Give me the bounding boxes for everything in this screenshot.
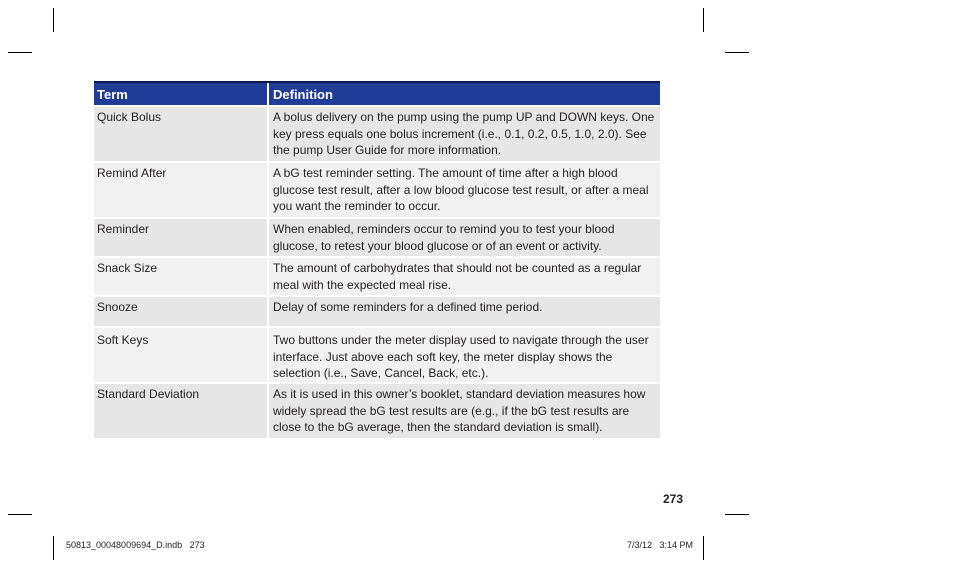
definition-cell: Two buttons under the meter display used to navigate through the user interface. Just above each soft key, the meter display shows the selection (i.e., Save, Cancel, Back, etc.). <box>269 328 660 382</box>
definition-cell: When enabled, reminders occur to remind you to test your blood glucose, to retest your blood glucose or of an event or activity. <box>269 219 660 256</box>
crop-mark-bottom-right-h <box>725 514 749 515</box>
table-row <box>94 219 660 256</box>
definition-cell: Delay of some reminders for a defined time period. <box>269 297 660 326</box>
table-row <box>94 384 660 438</box>
term-cell: Reminder <box>94 219 269 256</box>
table-row <box>94 107 660 161</box>
definition-cell: The amount of carbohydrates that should not be counted as a regular meal with the expected meal rise. <box>269 258 660 295</box>
crop-mark-bottom-left-h <box>8 514 32 515</box>
page-number: 273 <box>663 492 684 506</box>
definition-cell: A bG test reminder setting. The amount of time after a high blood glucose test result, after a low blood glucose test result, or after a meal you want the reminder to occur. <box>269 163 660 217</box>
table-row <box>94 297 660 326</box>
header-definition: Definition <box>273 87 333 102</box>
term-cell: Quick Bolus <box>94 107 269 161</box>
term-cell: Soft Keys <box>94 328 269 382</box>
definition-cell: As it is used in this owner’s booklet, standard deviation measures how widely spread the bG test results are (e.g., if the bG test results are close to the bG average, then the standard deviation is small). <box>269 384 660 438</box>
crop-mark-top-left <box>53 8 54 32</box>
term-cell: Snack Size <box>94 258 269 295</box>
term-cell: Standard Deviation <box>94 384 269 438</box>
crop-mark-bottom-right <box>703 536 704 560</box>
table-header <box>94 81 660 105</box>
slug-date: 7/3/12 3:14 PM <box>627 540 694 550</box>
crop-mark-bottom-left <box>53 536 54 560</box>
table-row <box>94 163 660 217</box>
crop-mark-top-right <box>703 8 704 32</box>
crop-mark-top-right-h <box>725 52 749 53</box>
table-row <box>94 328 660 382</box>
glossary-table <box>94 81 660 438</box>
term-cell: Snooze <box>94 297 269 326</box>
crop-mark-top-left-h <box>8 52 32 53</box>
header-term: Term <box>94 83 269 105</box>
table-row <box>94 258 660 295</box>
slug-file: 50813_00048009694_D.indb 273 <box>66 540 205 550</box>
term-cell: Remind After <box>94 163 269 217</box>
definition-cell: A bolus delivery on the pump using the pump UP and DOWN keys. One key press equals one bolus increment (i.e., 0.1, 0.2, 0.5, 1.0, 2.0). See the pump User Guide for more information. <box>269 107 660 161</box>
